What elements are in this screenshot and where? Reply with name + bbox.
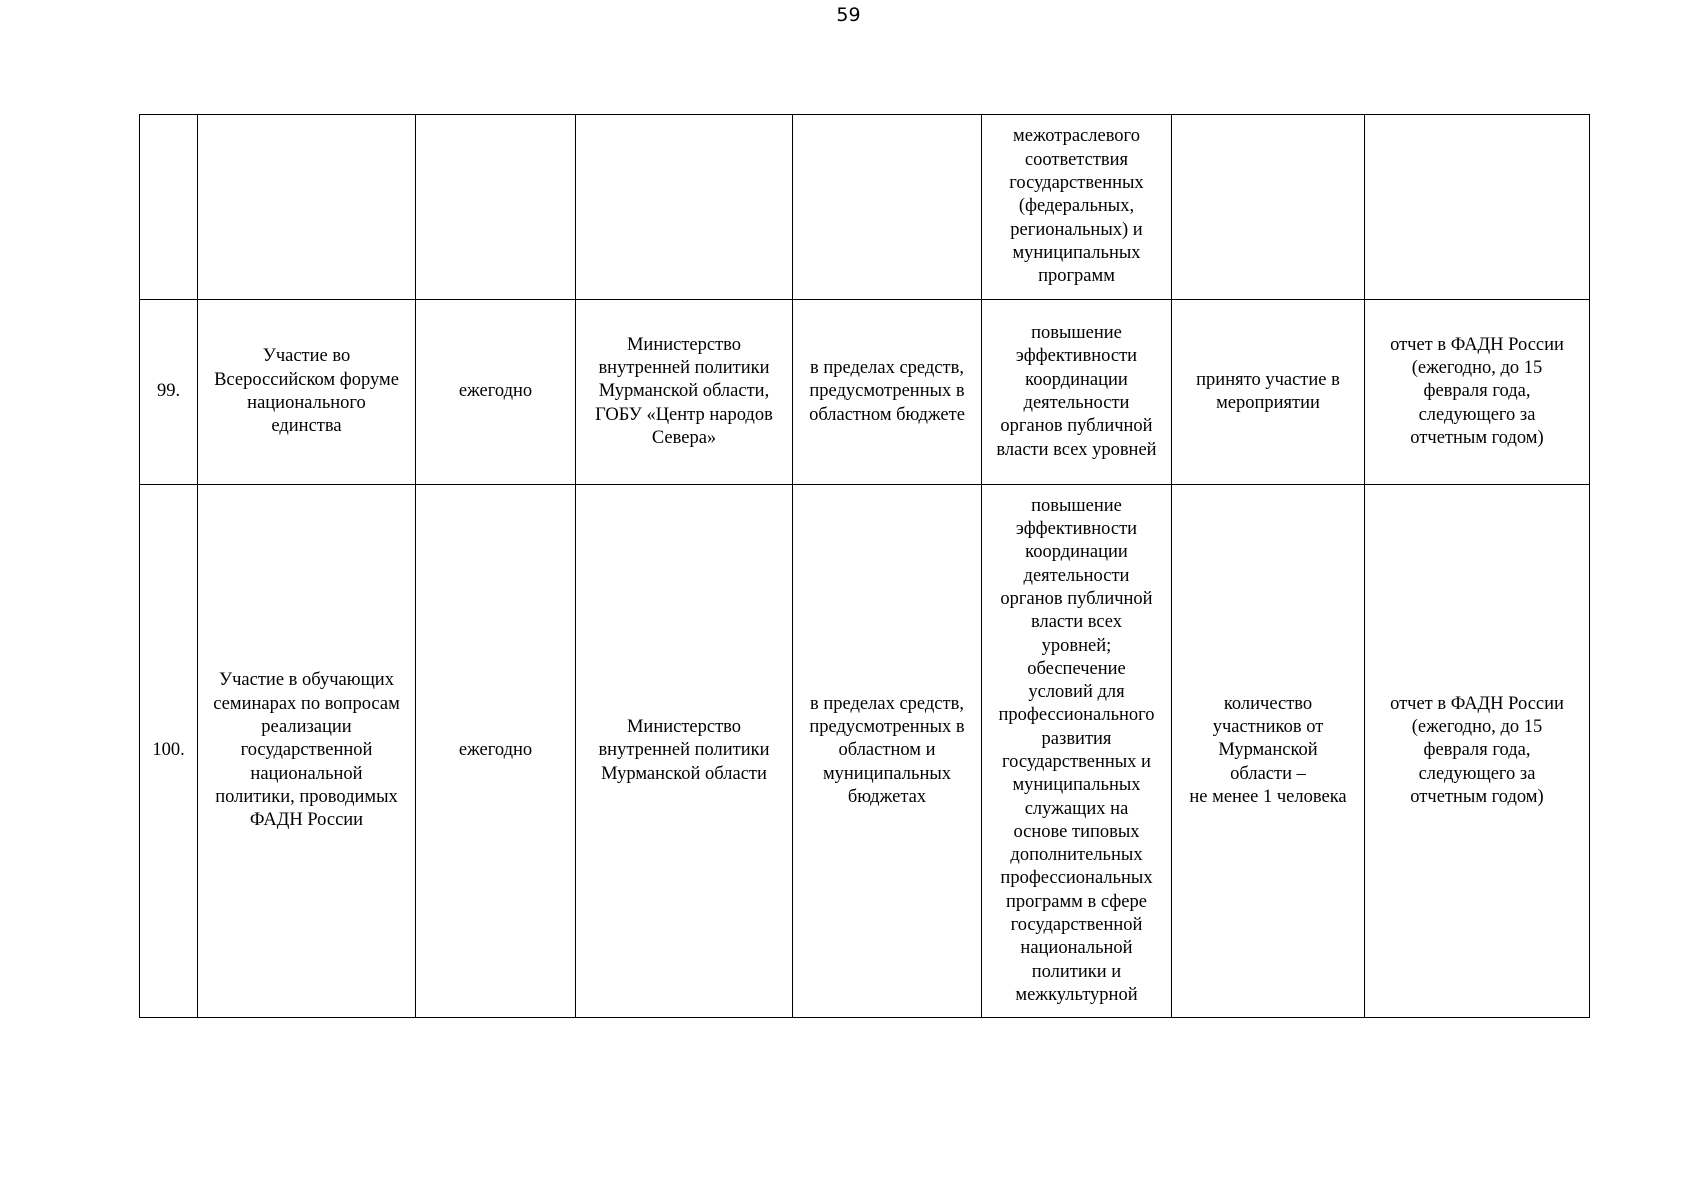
cell-goal: межотраслевого соответствия государственных (федеральных, региональных) и муниципальных программ <box>982 115 1172 300</box>
table-row <box>140 115 1590 300</box>
cell-term: ежегодно <box>416 485 576 1018</box>
cell-executor: Министерство внутренней политики Мурманской области, ГОБУ «Центр народов Севера» <box>576 300 793 485</box>
cell-term: ежегодно <box>416 300 576 485</box>
cell-report <box>1365 115 1590 300</box>
cell-report: отчет в ФАДН России (ежегодно, до 15 февраля года, следующего за отчетным годом) <box>1365 485 1590 1018</box>
cell-funding: в пределах средств, предусмотренных в областном бюджете <box>793 300 982 485</box>
cell-indicator: принято участие в мероприятии <box>1172 300 1365 485</box>
page-number: 59 <box>836 4 861 26</box>
cell-funding <box>793 115 982 300</box>
cell-indicator <box>1172 115 1365 300</box>
cell-measure <box>198 115 416 300</box>
cell-indicator: количество участников от Мурманской области – не менее 1 человека <box>1172 485 1365 1018</box>
cell-goal: повышение эффективности координации деятельности органов публичной власти всех уровней <box>982 300 1172 485</box>
cell-measure: Участие в обучающих семинарах по вопросам реализации государственной национальной политики, проводимых ФАДН России <box>198 485 416 1018</box>
cell-term <box>416 115 576 300</box>
cell-executor <box>576 115 793 300</box>
cell-executor: Министерство внутренней политики Мурманской области <box>576 485 793 1018</box>
table-row <box>140 485 1590 1018</box>
table-row <box>140 300 1590 485</box>
cell-number: 100. <box>140 485 198 1018</box>
cell-number <box>140 115 198 300</box>
cell-funding: в пределах средств, предусмотренных в областном и муниципальных бюджетах <box>793 485 982 1018</box>
activities-table <box>139 114 1590 1018</box>
cell-number: 99. <box>140 300 198 485</box>
cell-goal: повышение эффективности координации деятельности органов публичной власти всех уровней; обеспечение условий для профессионального развития государственных и муниципальных служащих на основе типовых дополнительных профессиональных программ в сфере государственной национальной политики и межкультурной <box>982 485 1172 1018</box>
cell-measure: Участие во Всероссийском форуме национального единства <box>198 300 416 485</box>
cell-report: отчет в ФАДН России (ежегодно, до 15 февраля года, следующего за отчетным годом) <box>1365 300 1590 485</box>
